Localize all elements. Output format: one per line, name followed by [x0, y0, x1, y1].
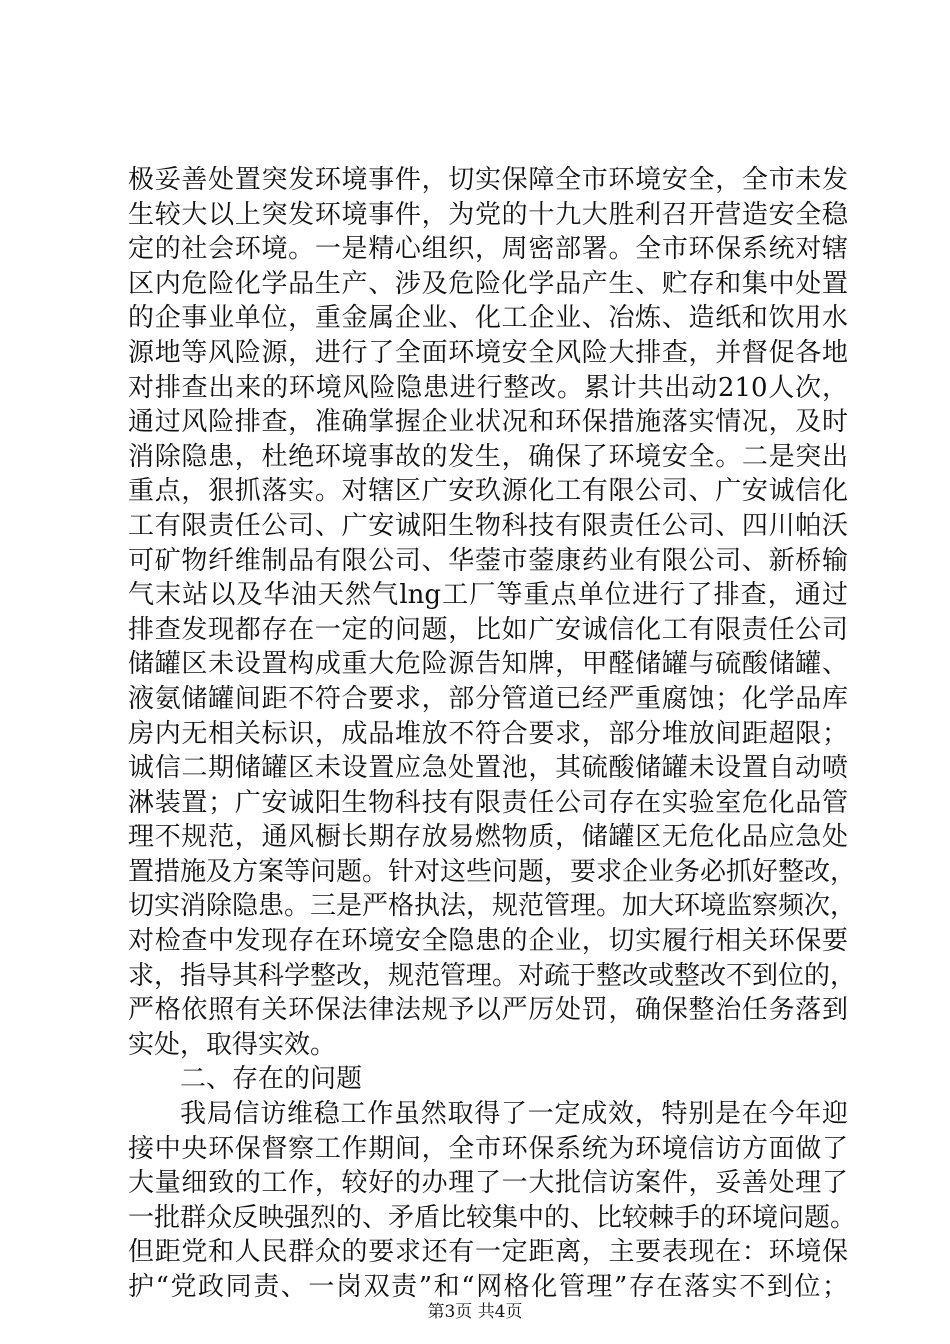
text-line: 接中央环保督察工作期间，全市环保系统为环境信访方面做了: [128, 1133, 848, 1164]
text-line: 但距党和人民群众的要求还有一定距离，主要表现在：环境保: [128, 1237, 848, 1268]
text-line: 切实消除隐患。三是严格执法，规范管理。加大环境监察频次，: [128, 891, 857, 922]
text-line: 置措施及方案等问题。针对这些问题，要求企业务必抓好整改，: [128, 856, 857, 887]
page-footer: 第3页 共4页: [427, 1302, 523, 1322]
text-line: 储罐区未设置构成重大危险源告知牌，甲醛储罐与硫酸储罐、: [128, 649, 848, 680]
section-heading: 二、存在的问题: [180, 1064, 363, 1095]
text-line: 我局信访维稳工作虽然取得了一定成效，特别是在今年迎: [180, 1099, 848, 1130]
text-line: 的企事业单位，重金属企业、化工企业、冶炼、造纸和饮用水: [128, 303, 848, 334]
text-line: 消除隐患，杜绝环境事故的发生，确保了环境安全。二是突出: [128, 441, 848, 472]
text-line: 实处，取得实效。: [128, 1029, 337, 1060]
text-line: 重点，狠抓落实。对辖区广安玖源化工有限公司、广安诚信化: [128, 476, 848, 507]
text-line: 排查发现都存在一定的问题，比如广安诚信化工有限责任公司: [128, 614, 848, 645]
text-line: 理不规范，通风橱长期存放易燃物质，储罐区无危化品应急处: [128, 822, 848, 853]
text-line: 生较大以上突发环境事件，为党的十九大胜利召开营造安全稳: [128, 199, 848, 230]
text-line: 严格依照有关环保法律法规予以严厉处罚，确保整治任务落到: [128, 995, 848, 1026]
text-line: 极妥善处置突发环境事件，切实保障全市环境安全，全市未发: [128, 165, 848, 195]
text-line: 可矿物纤维制品有限公司、华蓥市蓥康药业有限公司、新桥输: [128, 545, 848, 576]
text-line: 诚信二期储罐区未设置应急处置池，其硫酸储罐未设置自动喷: [128, 753, 848, 784]
text-line: 求，指导其科学整改，规范管理。对疏于整改或整改不到位的，: [128, 960, 857, 991]
text-line: 工有限责任公司、广安诚阳生物科技有限责任公司、四川帕沃: [128, 510, 848, 541]
text-line: 大量细致的工作，较好的办理了一大批信访案件，妥善处理了: [128, 1168, 848, 1199]
text-line: 气末站以及华油天然气lng工厂等重点单位进行了排查，通过: [128, 580, 848, 611]
text-line: 区内危险化学品生产、涉及危险化学品产生、贮存和集中处置: [128, 268, 848, 299]
text-line: 淋装置；广安诚阳生物科技有限责任公司存在实验室危化品管: [128, 787, 848, 818]
text-line: 一批群众反映强烈的、矛盾比较集中的、比较棘手的环境问题。: [128, 1202, 857, 1233]
text-line: 定的社会环境。一是精心组织，周密部署。全市环保系统对辖: [128, 234, 848, 265]
text-line: 对检查中发现存在环境安全隐患的企业，切实履行相关环保要: [128, 926, 848, 957]
text-line: 护“党政同责、一岗双责”和“网格化管理”存在落实不到位；: [128, 1272, 848, 1302]
body-text: [128, 163, 857, 1305]
text-line: 对排查出来的环境风险隐患进行整改。累计共出动210人次，: [128, 372, 848, 403]
text-line: 源地等风险源，进行了全面环境安全风险大排查，并督促各地: [128, 337, 848, 368]
text-line: 液氨储罐间距不符合要求，部分管道已经严重腐蚀；化学品库: [128, 683, 848, 714]
text-line: 通过风险排查，准确掌握企业状况和环保措施落实情况，及时: [128, 407, 848, 438]
text-line: 房内无相关标识，成品堆放不符合要求，部分堆放间距超限；: [128, 718, 848, 749]
